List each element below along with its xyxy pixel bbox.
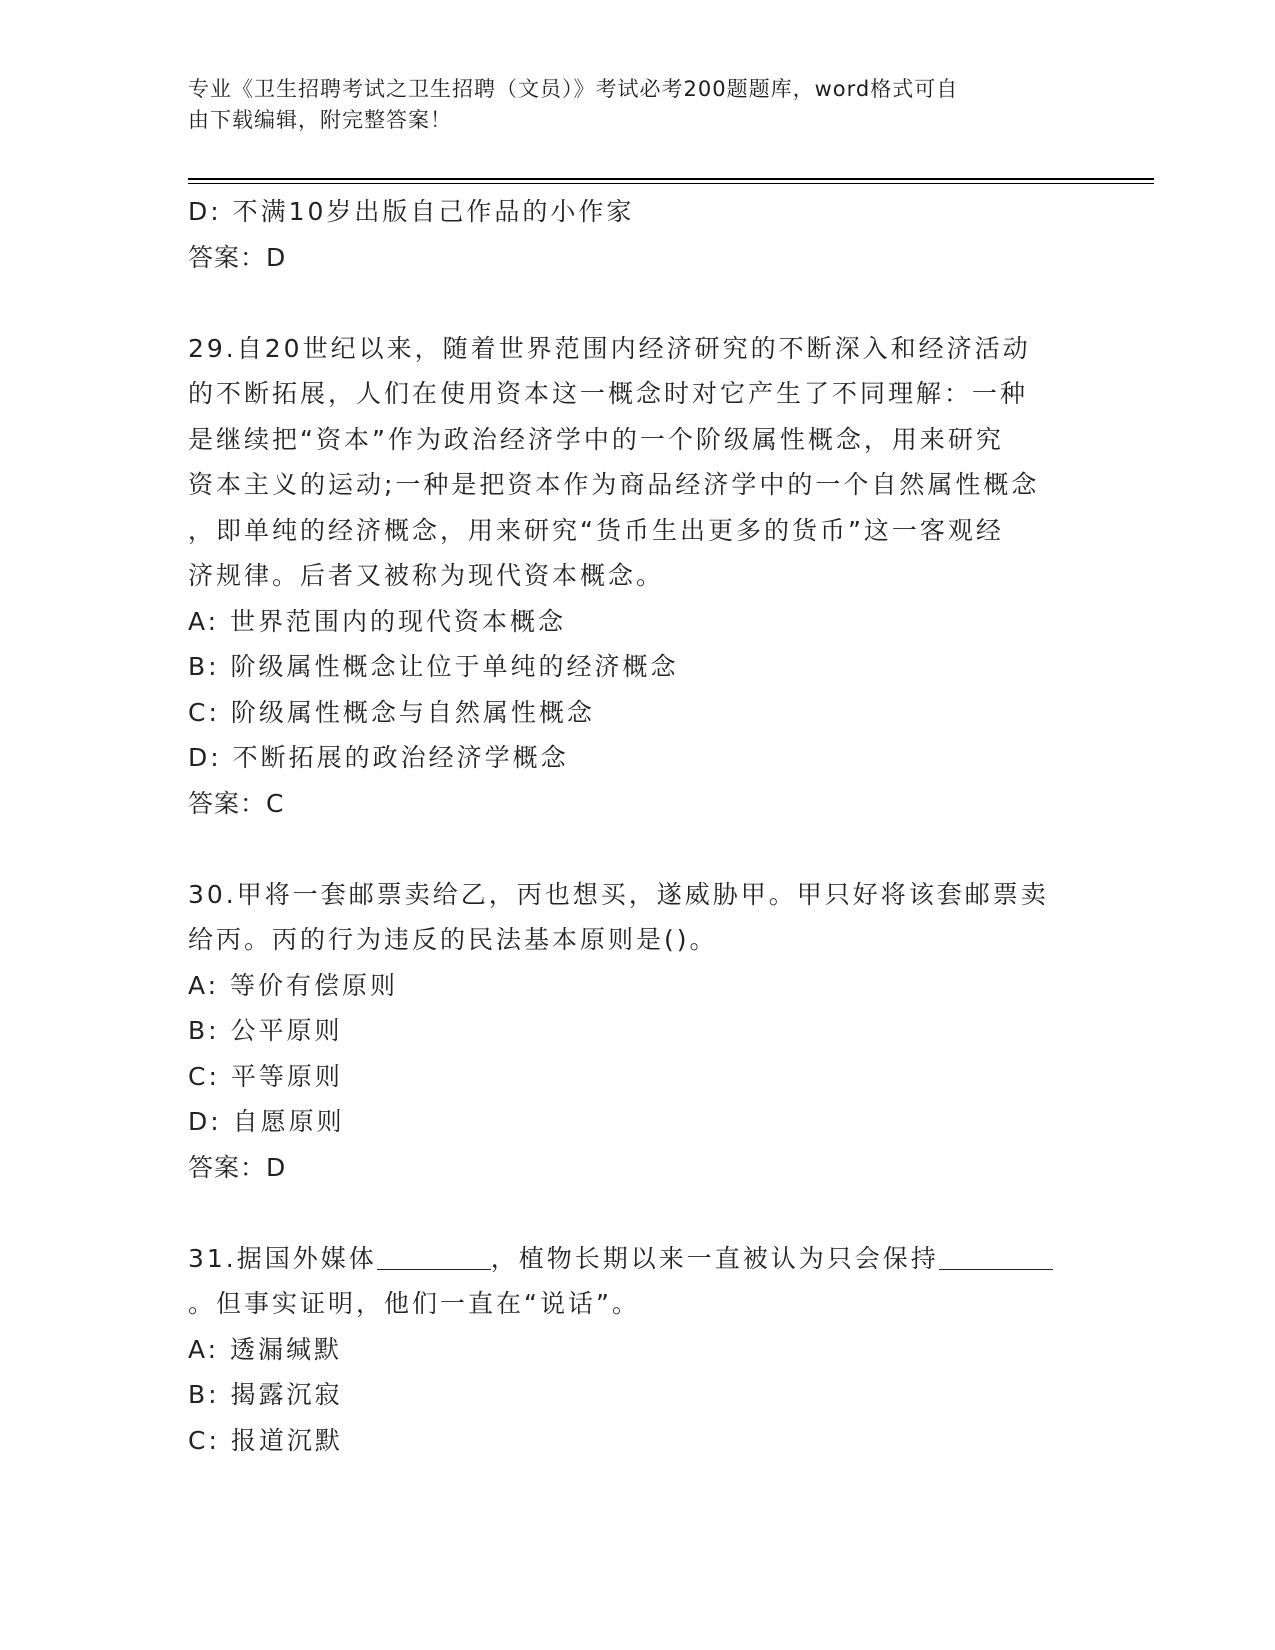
header-line-1: 专业《卫生招聘考试之卫生招聘（文员）》考试必考200题题库，word格式可自	[188, 77, 959, 101]
question-text-line: 资本主义的运动;一种是把资本作为商品经济学中的一个自然属性概念	[188, 470, 1040, 499]
option-b: B: 阶级属性概念让位于单纯的经济概念	[188, 652, 679, 681]
option-a: A: 等价有偿原则	[188, 970, 399, 1000]
option-b: B: 揭露沉寂	[188, 1380, 343, 1409]
option-d: D: 不断拓展的政治经济学概念	[188, 743, 569, 772]
document-body	[188, 189, 1088, 1463]
fill-in-blank	[939, 1245, 1053, 1270]
fill-in-blank	[377, 1245, 491, 1270]
question-text-line: ，即单纯的经济概念，用来研究“货币生出更多的货币”这一客观经	[188, 515, 1004, 545]
option-c: C: 阶级属性概念与自然属性概念	[188, 697, 595, 727]
header-divider-thin	[188, 183, 1154, 184]
option-b: B: 公平原则	[188, 1016, 343, 1045]
question-text-line: 30.甲将一套邮票卖给乙，丙也想买，遂威胁甲。甲只好将该套邮票卖	[188, 879, 1049, 909]
question-30	[188, 872, 1088, 1191]
option-d: D: 自愿原则	[188, 1107, 345, 1136]
document-header	[188, 74, 1068, 136]
question-31	[188, 1236, 1088, 1464]
question-text-line: 给丙。丙的行为违反的民法基本原则是()。	[188, 925, 718, 954]
question-text-line: 29.自20世纪以来，随着世界范围内经济研究的不断深入和经济活动	[188, 333, 1031, 363]
question-text-line: 。但事实证明，他们一直在“说话”。	[188, 1289, 640, 1318]
question-text-line: 济规律。后者又被称为现代资本概念。	[188, 561, 665, 590]
option-a: A: 世界范围内的现代资本概念	[188, 606, 567, 636]
answer-line: 答案：C	[188, 788, 285, 818]
question-29	[188, 326, 1088, 827]
header-divider-thick	[188, 178, 1154, 180]
option-a: A: 透漏缄默	[188, 1334, 343, 1364]
question-text-part: 31.据国外媒体	[188, 1243, 377, 1273]
question-28-tail	[188, 189, 1088, 280]
option-c: C: 报道沉默	[188, 1425, 343, 1455]
option-d: D: 不满10岁出版自己作品的小作家	[188, 197, 635, 226]
answer-line: 答案：D	[188, 1152, 287, 1182]
question-text-line: 的不断拓展，人们在使用资本这一概念时对它产生了不同理解：一种	[188, 379, 1029, 408]
question-text-part: ，植物长期以来一直被认为只会保持	[490, 1243, 939, 1273]
answer-line: 答案：D	[188, 242, 287, 272]
question-text-line	[188, 1236, 1088, 1282]
header-line-2: 由下载编辑，附完整答案！	[188, 108, 452, 132]
question-text-line: 是继续把“资本”作为政治经济学中的一个阶级属性概念，用来研究	[188, 424, 1004, 454]
option-c: C: 平等原则	[188, 1061, 343, 1091]
